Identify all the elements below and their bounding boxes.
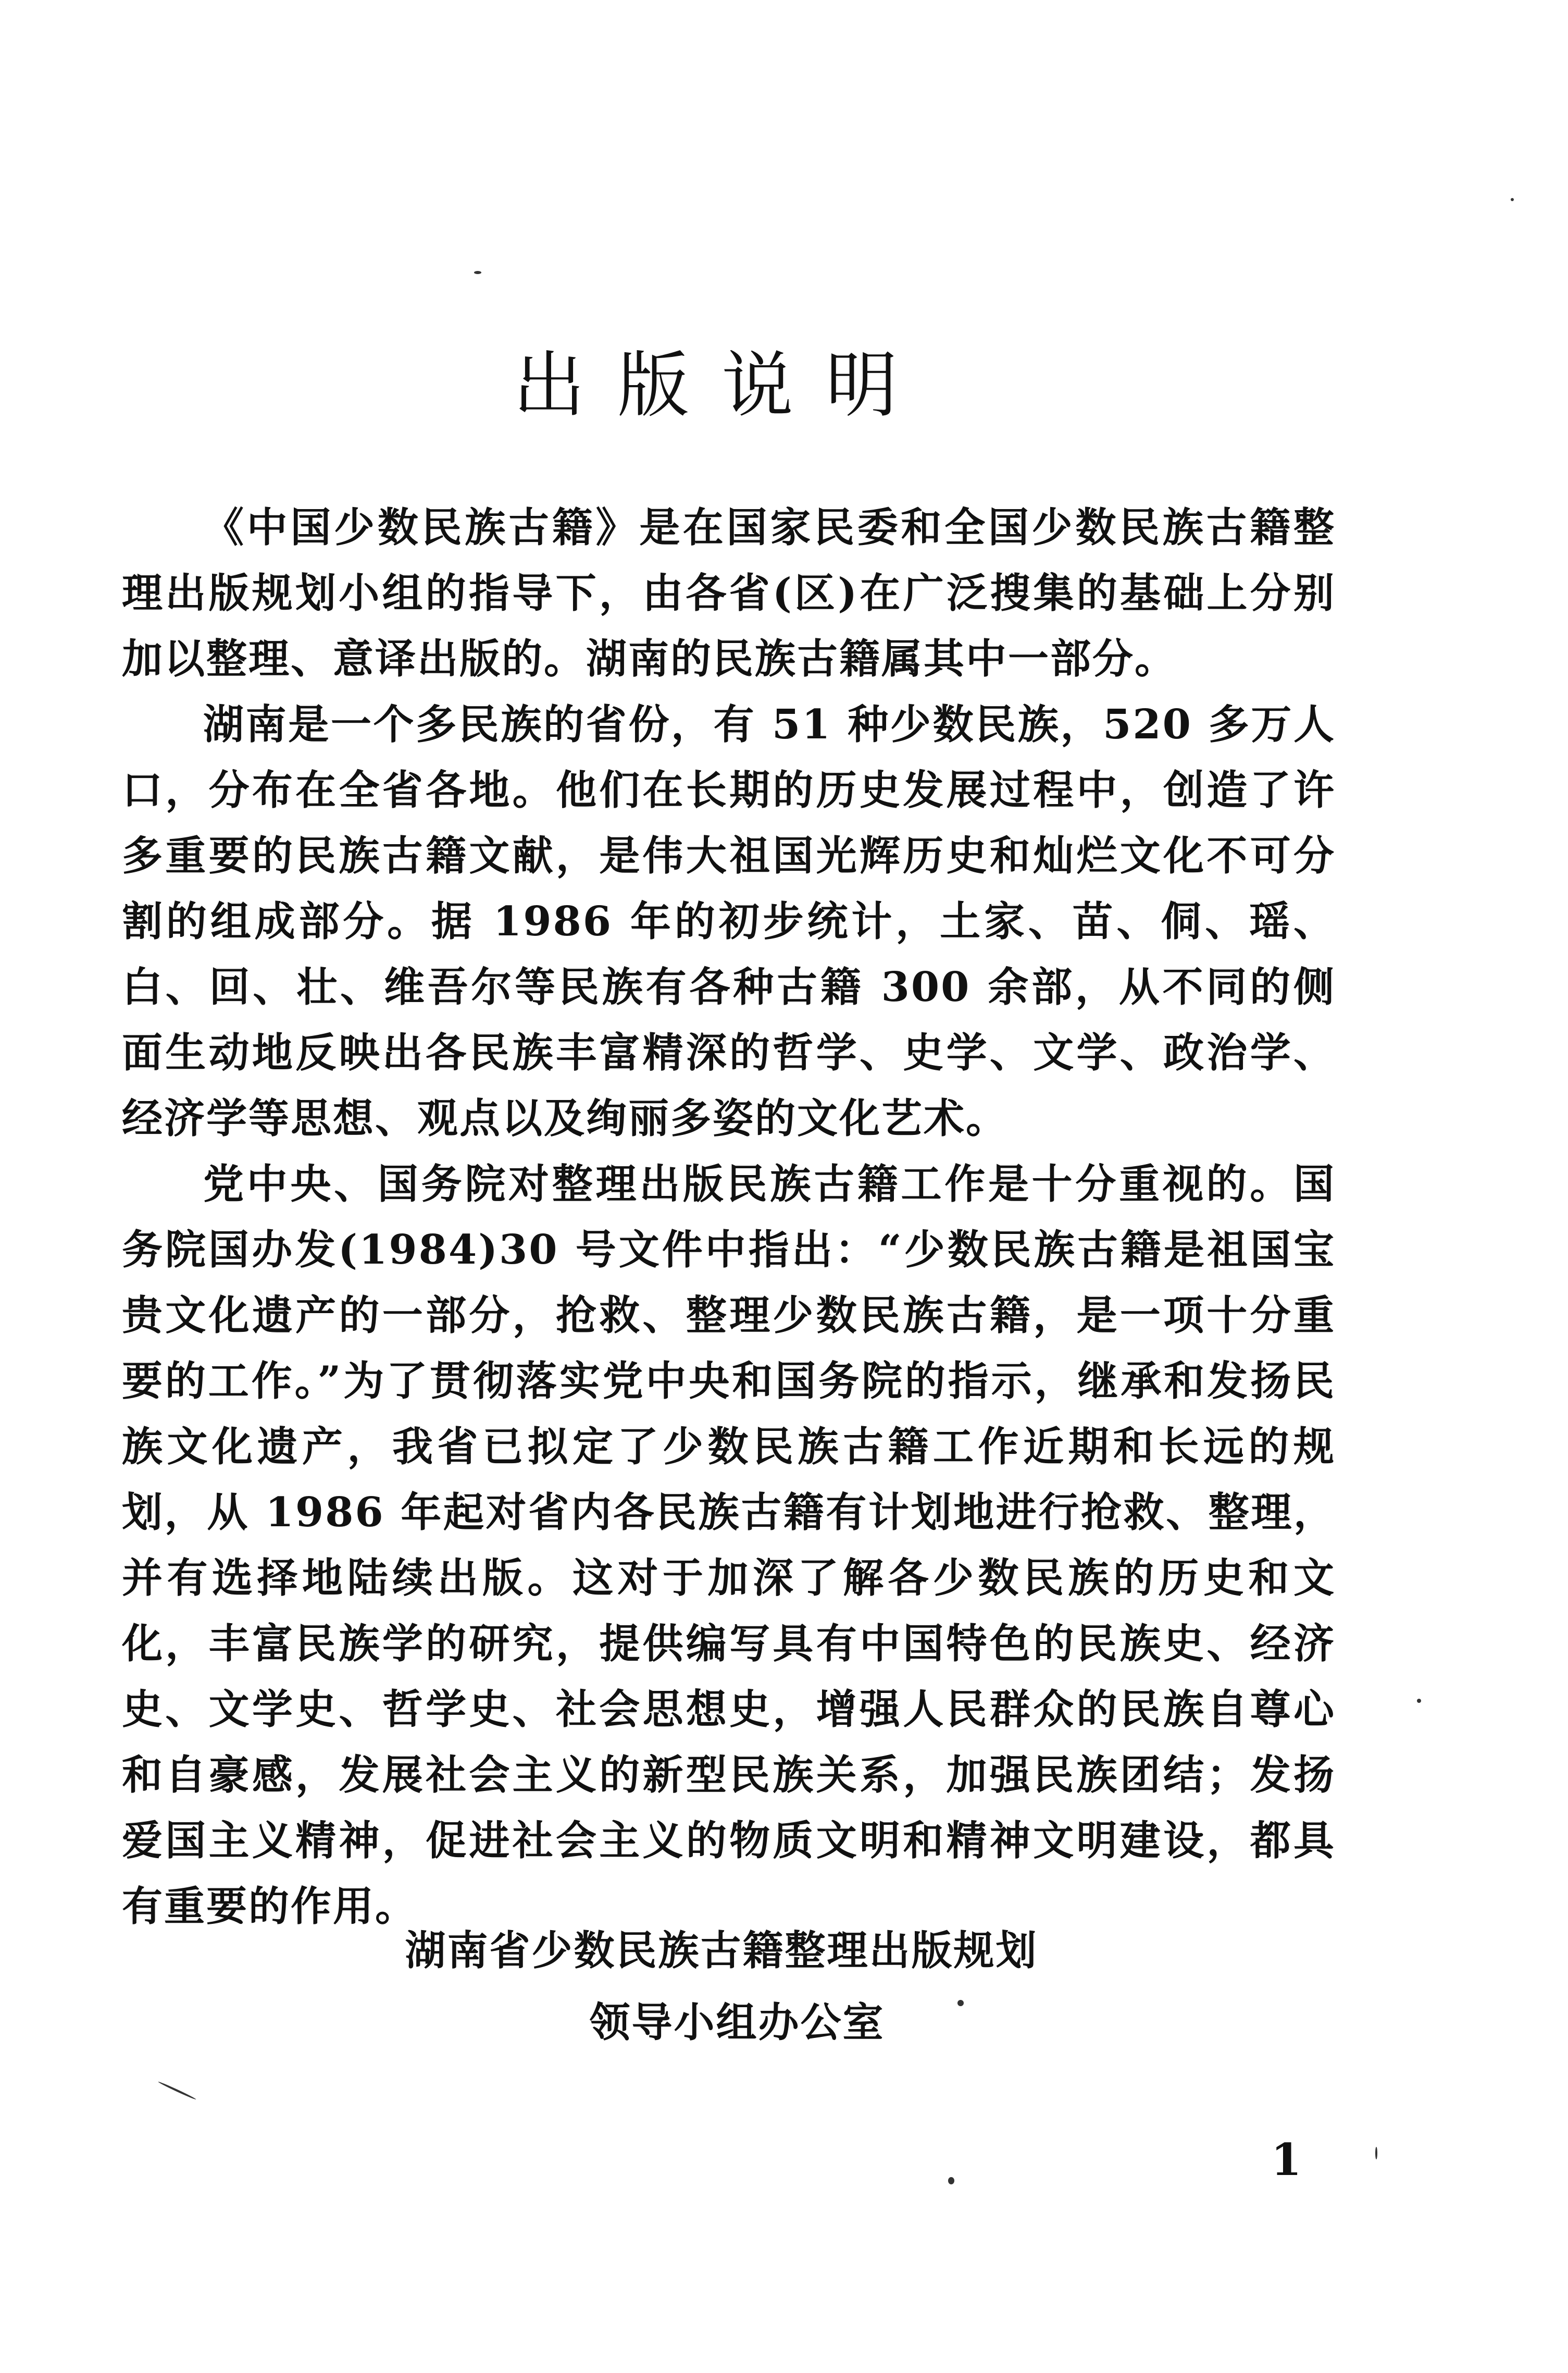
signature-line-1: 湖南省少数民族古籍整理出版规划 (405, 1927, 1038, 1974)
scan-speck (1511, 198, 1514, 201)
paragraph-2: 湖南是一个多民族的省份，有 51 种少数民族，520 多万人口，分布在全省各地。他们在长期的历史发展过程中，创造了许多重要的民族古籍文献，是伟大祖国光辉历史和灿烂文化不可分割的组成部分。据 1986 年的初步统计，土家、苗、侗、瑶、白、回、壮、维吾尔等民族有各种古籍 300 余部，从不同的侧面生动地反映出各民族丰富精深的哲学、史学、文学、政治学、经济学等思想、观点以及绚丽多姿的文化艺术。 (122, 701, 1336, 1142)
paragraph-3: 党中央、国务院对整理出版民族古籍工作是十分重视的。国务院国办发(1984)30 号文件中指出：“少数民族古籍是祖国宝贵文化遗产的一部分，抢救、整理少数民族古籍，是一项十分重要的工作。”为了贯彻落实党中央和国务院的指示，继承和发扬民族文化遗产，我省已拟定了少数民族古籍工作近期和长远的规划，从 1986 年起对省内各民族古籍有计划地进行抢救、整理，并有选择地陆续出版。这对于加深了解各少数民族的历史和文化，丰富民族学的研究，提供编写具有中国特色的民族史、经济史、文学史、哲学史、社会思想史，增强人民群众的民族自尊心和自豪感，发展社会主义的新型民族关系，加强民族团结；发扬爱国主义精神，促进社会主义的物质文明和精神文明建设，都具有重要的作用。 (122, 1160, 1336, 1930)
scan-speck (474, 271, 481, 274)
signature-block (0, 1915, 1443, 2059)
page-title: 出版说明 (513, 343, 930, 427)
signature-line-2: 领导小组办公室 (589, 1999, 885, 2046)
scan-speck (957, 2000, 964, 2006)
body-text (122, 495, 1336, 1939)
page-number: 1 (1271, 2134, 1302, 2185)
scan-speck (1417, 1699, 1421, 1703)
scan-speck (158, 2081, 196, 2100)
scan-speck (1375, 2147, 1377, 2159)
paragraph-1: 《中国少数民族古籍》是在国家民委和全国少数民族古籍整理出版规划小组的指导下，由各省(区)在广泛搜集的基础上分别加以整理、意译出版的。湖南的民族古籍属其中一部分。 (122, 504, 1336, 683)
scan-speck (948, 2177, 954, 2184)
